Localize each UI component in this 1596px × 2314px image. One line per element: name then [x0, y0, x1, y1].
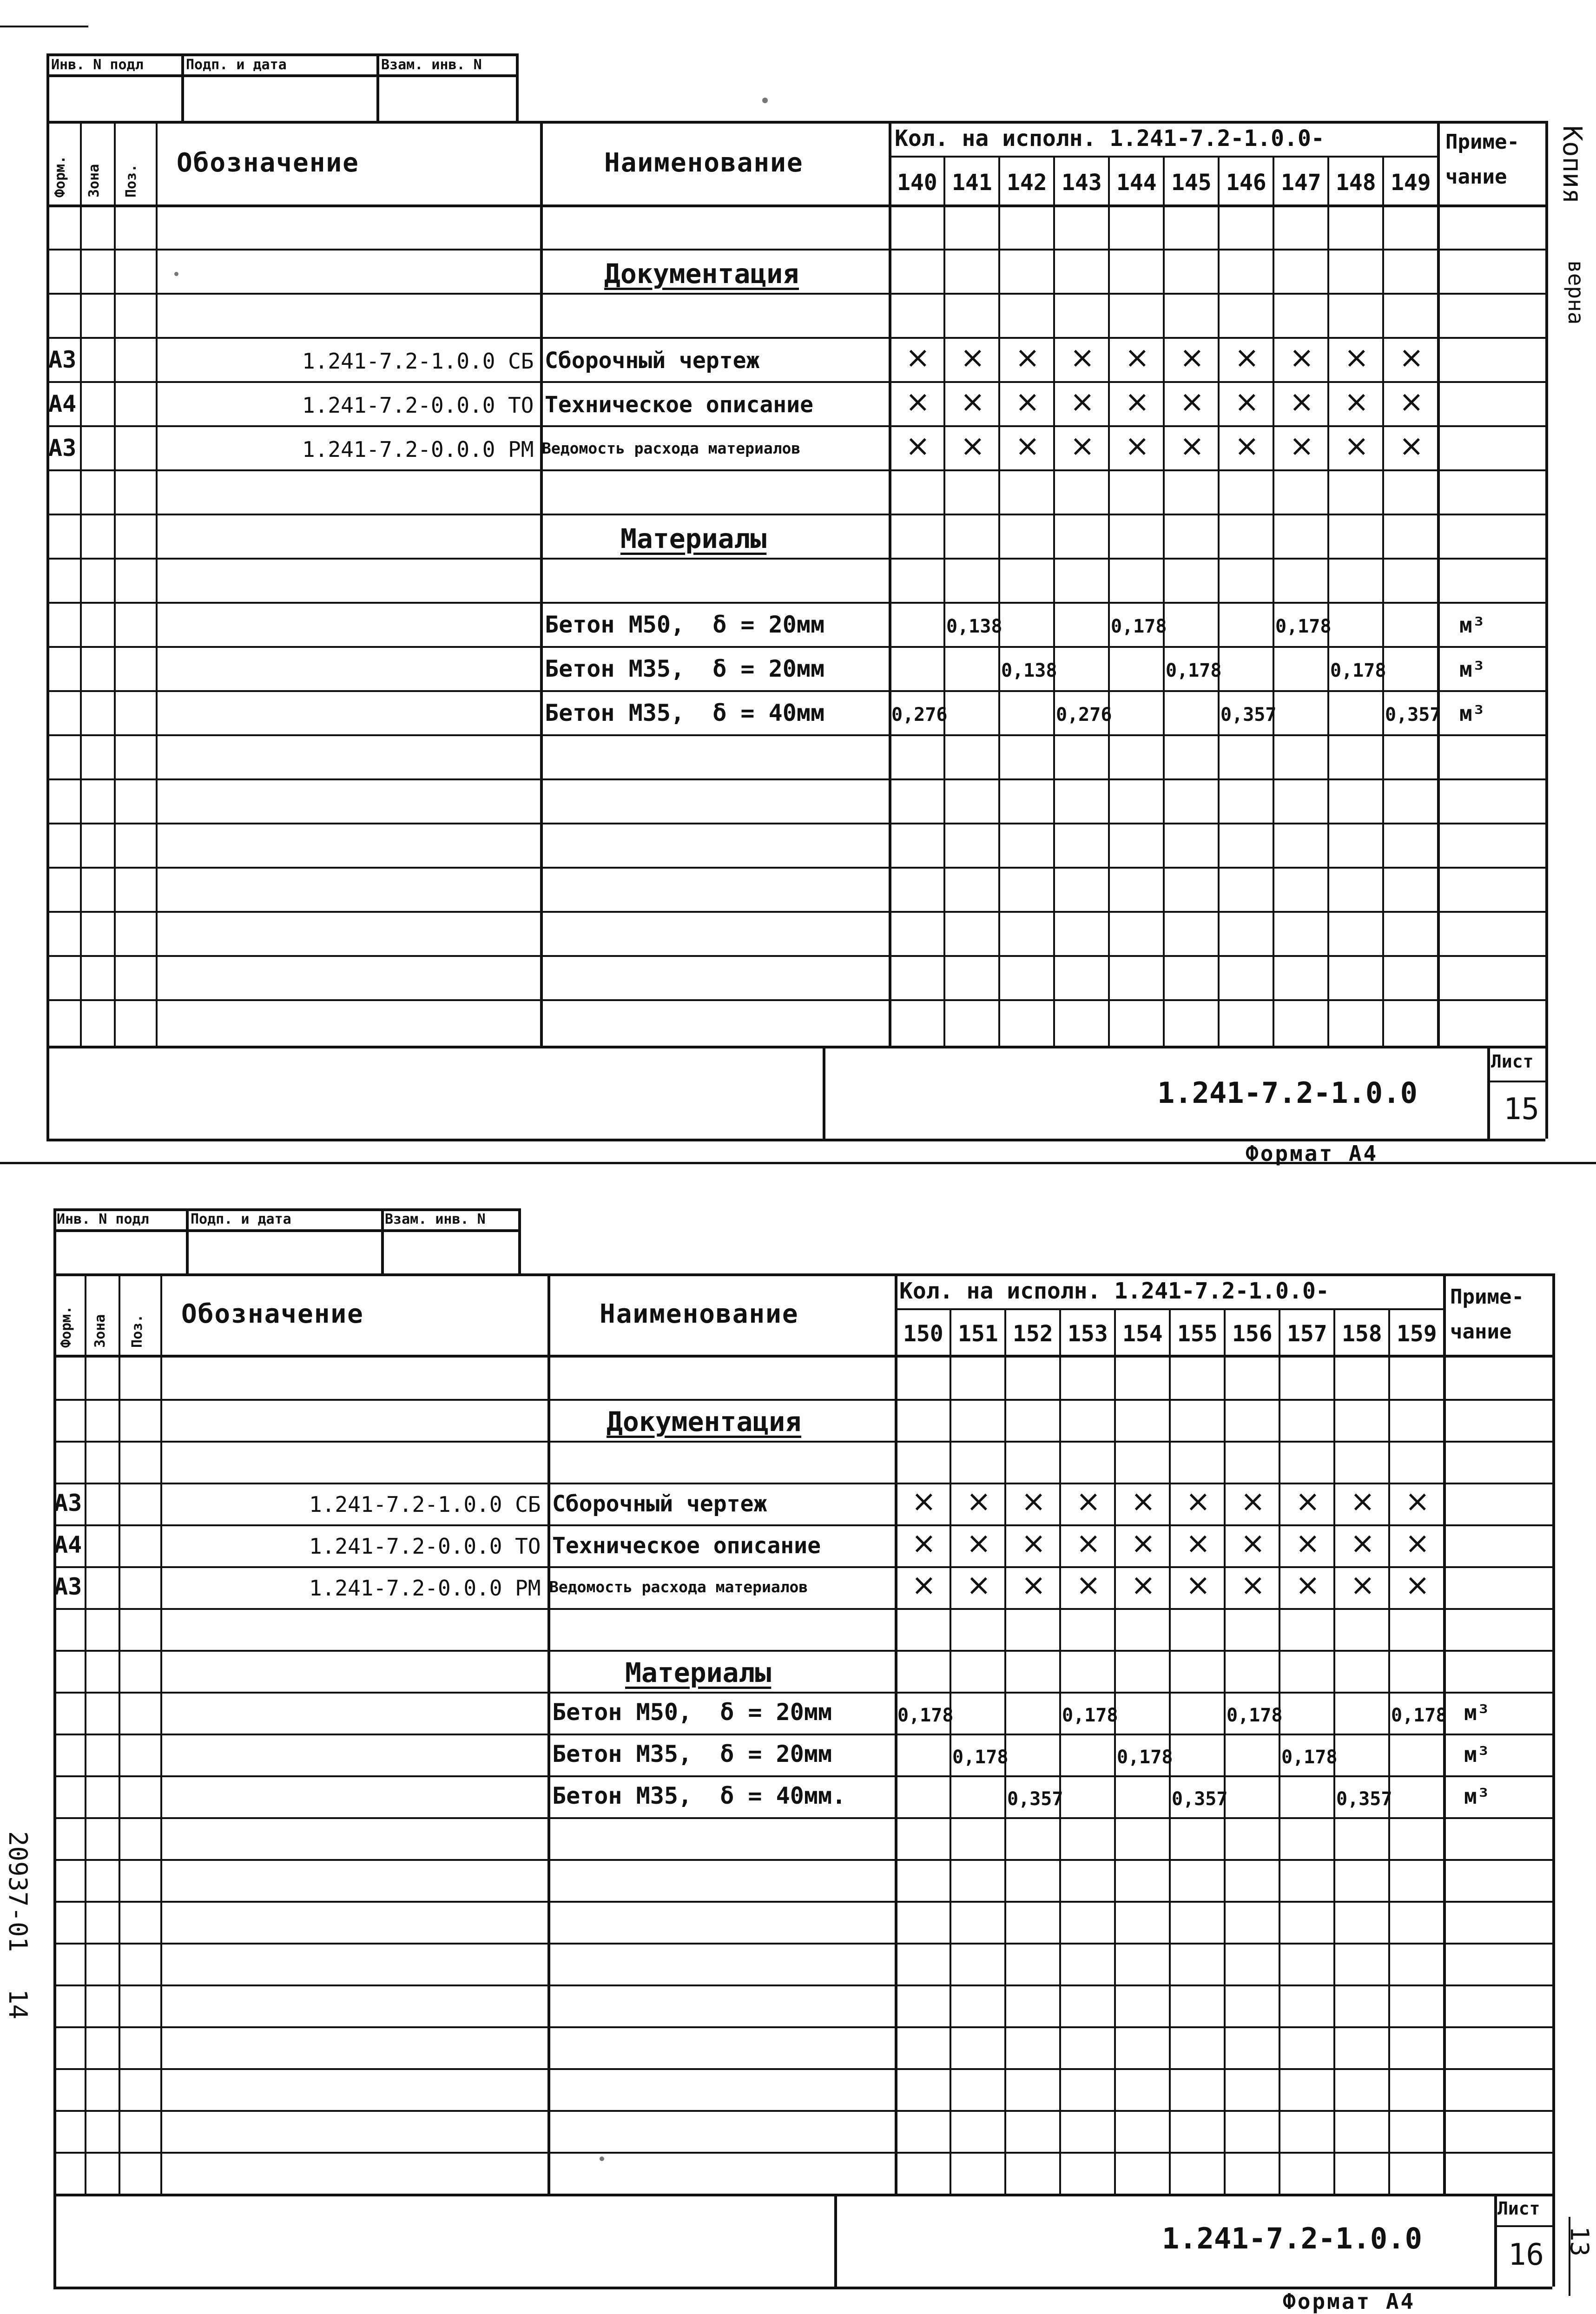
- col-149: 149: [1391, 170, 1431, 196]
- doc-format: А4: [54, 1531, 82, 1558]
- doc-applicability-mark: ×: [1405, 1484, 1430, 1519]
- scan-speck: [600, 2156, 604, 2161]
- doc-format: А3: [54, 1490, 82, 1516]
- page-separator: [0, 1162, 1596, 1164]
- section-documentation: Документация: [604, 258, 799, 290]
- doc-applicability-mark: ×: [1405, 1568, 1430, 1602]
- sheet-label: Лист: [1491, 1051, 1534, 1072]
- material-name: Бетон М35, δ = 40мм.: [552, 1782, 846, 1809]
- header-pos: Поз.: [129, 1314, 145, 1348]
- doc-applicability-mark: ×: [1186, 1568, 1211, 1602]
- doc-applicability-mark: ×: [905, 385, 930, 419]
- sheet-number: 16: [1508, 2238, 1544, 2272]
- header-qty-title: Кол. на исполн. 1.241-7.2-1.0.0-: [899, 1278, 1329, 1304]
- doc-applicability-mark: ×: [1186, 1526, 1211, 1561]
- col-142: 142: [1007, 170, 1047, 196]
- material-unit: м³: [1459, 613, 1485, 638]
- doc-applicability-mark: ×: [1070, 385, 1095, 419]
- doc-applicability-mark: ×: [1350, 1526, 1375, 1561]
- material-name: Бетон М50, δ = 20мм: [545, 611, 825, 638]
- material-quantity: 0,276: [1056, 704, 1112, 725]
- doc-applicability-mark: ×: [1131, 1484, 1156, 1519]
- doc-designation: 1.241-7.2-0.0.0 ТО: [302, 393, 534, 418]
- doc-name: Ведомость расхода материалов: [549, 1578, 808, 1596]
- scan-speck: [174, 272, 178, 276]
- doc-applicability-mark: ×: [1240, 1484, 1266, 1519]
- strip-inv-label: Инв. N подл: [57, 1211, 149, 1227]
- material-name: Бетон М35, δ = 20мм: [545, 655, 825, 682]
- doc-applicability-mark: ×: [1234, 341, 1260, 375]
- doc-applicability-mark: ×: [1234, 429, 1260, 463]
- material-quantity: 0,178: [1062, 1705, 1118, 1726]
- page-number-right: 13: [1565, 2226, 1594, 2257]
- header-qty-title: Кол. на исполн. 1.241-7.2-1.0.0-: [895, 125, 1325, 152]
- doc-applicability-mark: ×: [1289, 385, 1314, 419]
- material-quantity: 0,357: [1007, 1788, 1063, 1810]
- doc-applicability-mark: ×: [1015, 429, 1040, 463]
- doc-applicability-mark: ×: [1076, 1568, 1101, 1602]
- doc-applicability-mark: ×: [905, 341, 930, 375]
- doc-format: А3: [48, 346, 77, 373]
- header-designation: Обозначение: [181, 1299, 364, 1329]
- doc-applicability-mark: ×: [960, 341, 985, 375]
- doc-applicability-mark: ×: [1399, 341, 1424, 375]
- doc-name: Ведомость расхода материалов: [542, 439, 801, 457]
- material-quantity: 0,178: [1227, 1705, 1283, 1726]
- col-155: 155: [1177, 1321, 1218, 1347]
- section-materials: Материалы: [625, 1657, 772, 1688]
- scan-speck: [762, 98, 768, 103]
- header-zone: Зона: [92, 1314, 108, 1348]
- doc-name: Сборочный чертеж: [552, 1491, 767, 1517]
- material-quantity: 0,276: [891, 704, 948, 725]
- doc-designation: 1.241-7.2-0.0.0 РМ: [309, 1576, 541, 1601]
- doc-applicability-mark: ×: [1180, 341, 1205, 375]
- material-quantity: 0,178: [1281, 1747, 1338, 1768]
- doc-designation: 1.241-7.2-0.0.0 ТО: [309, 1534, 541, 1559]
- col-150: 150: [903, 1321, 943, 1347]
- col-147: 147: [1281, 170, 1321, 196]
- material-quantity: 0,138: [1001, 660, 1057, 681]
- material-quantity: 0,178: [897, 1705, 954, 1726]
- doc-designation: 1.241-7.2-0.0.0 РМ: [302, 437, 534, 462]
- verified-label: верна: [1563, 260, 1589, 325]
- doc-applicability-mark: ×: [911, 1484, 936, 1519]
- col-154: 154: [1122, 1321, 1163, 1347]
- doc-applicability-mark: ×: [1180, 429, 1205, 463]
- doc-applicability-mark: ×: [1405, 1526, 1430, 1561]
- strip-sign-label: Подп. и дата: [191, 1211, 291, 1227]
- material-quantity: 0,178: [1166, 660, 1222, 681]
- header-format: Форм.: [52, 155, 68, 198]
- doc-applicability-mark: ×: [960, 385, 985, 419]
- header-pos: Поз.: [123, 164, 139, 198]
- doc-applicability-mark: ×: [1350, 1568, 1375, 1602]
- doc-applicability-mark: ×: [1399, 385, 1424, 419]
- doc-applicability-mark: ×: [960, 429, 985, 463]
- doc-applicability-mark: ×: [1350, 1484, 1375, 1519]
- header-note-1: Приме-: [1445, 130, 1519, 154]
- doc-applicability-mark: ×: [1015, 341, 1040, 375]
- section-documentation: Документация: [607, 1406, 802, 1437]
- material-quantity: 0,357: [1385, 704, 1441, 725]
- doc-applicability-mark: ×: [1021, 1484, 1046, 1519]
- doc-applicability-mark: ×: [905, 429, 930, 463]
- doc-applicability-mark: ×: [1344, 385, 1369, 419]
- page-number-left: 14: [3, 1989, 33, 2020]
- sheet-number: 15: [1504, 1092, 1540, 1127]
- material-quantity: 0,178: [1117, 1747, 1173, 1768]
- col-144: 144: [1116, 170, 1157, 196]
- doc-designation: 1.241-7.2-1.0.0 СБ: [309, 1492, 541, 1517]
- edge-mark: [1569, 2217, 1570, 2296]
- col-151: 151: [958, 1321, 998, 1347]
- doc-applicability-mark: ×: [1234, 385, 1260, 419]
- material-unit: м³: [1464, 1700, 1490, 1725]
- stamp-designation: 1.241-7.2-1.0.0: [1157, 1076, 1418, 1110]
- doc-format: А3: [48, 435, 77, 461]
- format-label: Формат А4: [1246, 1141, 1378, 1166]
- material-unit: м³: [1459, 701, 1485, 726]
- doc-applicability-mark: ×: [1070, 341, 1095, 375]
- col-152: 152: [1013, 1321, 1053, 1347]
- doc-applicability-mark: ×: [966, 1568, 991, 1602]
- header-note-2: чание: [1450, 1320, 1512, 1344]
- doc-applicability-mark: ×: [1295, 1526, 1320, 1561]
- doc-applicability-mark: ×: [1344, 341, 1369, 375]
- header-name: Наименование: [604, 148, 804, 178]
- doc-applicability-mark: ×: [1289, 341, 1314, 375]
- doc-applicability-mark: ×: [1076, 1526, 1101, 1561]
- doc-name: Техническое описание: [545, 392, 813, 418]
- sheet-label: Лист: [1497, 2198, 1540, 2219]
- material-name: Бетон М50, δ = 20мм: [552, 1699, 832, 1726]
- material-quantity: 0,138: [946, 616, 1002, 637]
- col-148: 148: [1336, 170, 1376, 196]
- header-zone: Зона: [86, 164, 102, 198]
- doc-name: Техническое описание: [552, 1533, 821, 1559]
- header-note-2: чание: [1445, 165, 1507, 189]
- archive-number: 20937-01: [3, 1831, 33, 1952]
- header-name: Наименование: [600, 1299, 799, 1329]
- doc-applicability-mark: ×: [966, 1526, 991, 1561]
- doc-applicability-mark: ×: [1021, 1568, 1046, 1602]
- corner-mark: [0, 26, 88, 27]
- material-unit: м³: [1459, 657, 1485, 682]
- material-quantity: 0,178: [952, 1747, 1009, 1768]
- doc-applicability-mark: ×: [1180, 385, 1205, 419]
- copy-label: Копия: [1557, 125, 1587, 204]
- doc-format: А4: [48, 390, 77, 417]
- material-name: Бетон М35, δ = 20мм: [552, 1740, 832, 1767]
- strip-replace-label: Взам. инв. N: [385, 1211, 486, 1227]
- doc-applicability-mark: ×: [1240, 1526, 1266, 1561]
- material-quantity: 0,178: [1391, 1705, 1447, 1726]
- doc-applicability-mark: ×: [1289, 429, 1314, 463]
- col-156: 156: [1232, 1321, 1273, 1347]
- col-145: 145: [1171, 170, 1212, 196]
- doc-applicability-mark: ×: [1344, 429, 1369, 463]
- col-140: 140: [897, 170, 937, 196]
- header-format: Форм.: [58, 1305, 74, 1348]
- col-157: 157: [1287, 1321, 1327, 1347]
- col-153: 153: [1068, 1321, 1108, 1347]
- material-unit: м³: [1464, 1784, 1490, 1809]
- doc-applicability-mark: ×: [1186, 1484, 1211, 1519]
- material-quantity: 0,178: [1111, 616, 1167, 637]
- header-designation: Обозначение: [177, 148, 359, 178]
- section-materials: Материалы: [620, 523, 767, 554]
- material-quantity: 0,357: [1172, 1788, 1228, 1810]
- doc-applicability-mark: ×: [1295, 1484, 1320, 1519]
- doc-applicability-mark: ×: [1125, 429, 1150, 463]
- stamp-designation: 1.241-7.2-1.0.0: [1162, 2222, 1422, 2255]
- spec-sheet-bottom: [0, 1180, 1596, 2314]
- material-name: Бетон М35, δ = 40мм: [545, 699, 825, 726]
- doc-applicability-mark: ×: [1070, 429, 1095, 463]
- material-unit: м³: [1464, 1742, 1490, 1767]
- doc-applicability-mark: ×: [1125, 385, 1150, 419]
- strip-replace-label: Взам. инв. N: [381, 57, 482, 73]
- doc-applicability-mark: ×: [1015, 385, 1040, 419]
- doc-applicability-mark: ×: [1399, 429, 1424, 463]
- col-158: 158: [1342, 1321, 1382, 1347]
- doc-applicability-mark: ×: [1295, 1568, 1320, 1602]
- doc-applicability-mark: ×: [1076, 1484, 1101, 1519]
- doc-name: Сборочный чертеж: [545, 348, 760, 374]
- material-quantity: 0,357: [1336, 1788, 1392, 1810]
- col-143: 143: [1062, 170, 1102, 196]
- doc-applicability-mark: ×: [1021, 1526, 1046, 1561]
- doc-designation: 1.241-7.2-1.0.0 СБ: [302, 349, 534, 374]
- strip-sign-label: Подп. и дата: [186, 57, 287, 73]
- doc-applicability-mark: ×: [1240, 1568, 1266, 1602]
- col-146: 146: [1226, 170, 1266, 196]
- doc-format: А3: [54, 1573, 82, 1600]
- header-note-1: Приме-: [1450, 1285, 1524, 1309]
- col-141: 141: [952, 170, 992, 196]
- strip-inv-label: Инв. N подл: [51, 57, 144, 73]
- col-159: 159: [1397, 1321, 1437, 1347]
- doc-applicability-mark: ×: [966, 1484, 991, 1519]
- doc-applicability-mark: ×: [1125, 341, 1150, 375]
- doc-applicability-mark: ×: [911, 1568, 936, 1602]
- doc-applicability-mark: ×: [1131, 1526, 1156, 1561]
- material-quantity: 0,178: [1330, 660, 1386, 681]
- format-label: Формат А4: [1283, 2289, 1416, 2314]
- doc-applicability-mark: ×: [1131, 1568, 1156, 1602]
- doc-applicability-mark: ×: [911, 1526, 936, 1561]
- material-quantity: 0,178: [1275, 616, 1332, 637]
- material-quantity: 0,357: [1220, 704, 1277, 725]
